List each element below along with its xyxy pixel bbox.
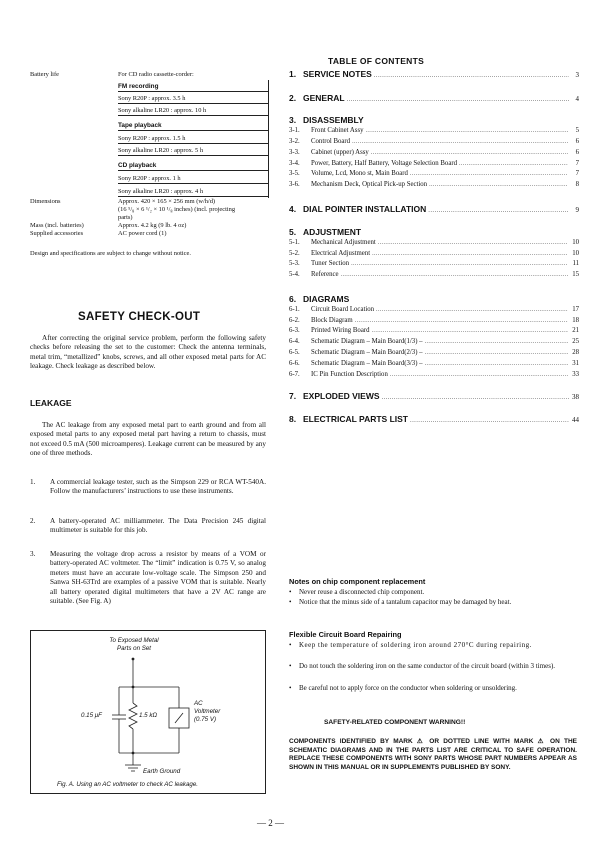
dimensions-parts: parts) xyxy=(118,214,133,221)
figure-a xyxy=(30,630,266,794)
spec-row: Sony alkaline LR20 : approx. 5 h xyxy=(118,147,268,156)
toc-item[interactable]: 5-2. Electrical Adjustment ..... 10 xyxy=(289,250,579,258)
spec-row: Sony alkaline LR20 : approx. 10 h xyxy=(118,107,268,116)
spec-row: Sony R20P : approx. 1.5 h xyxy=(118,135,268,144)
toc-item[interactable]: 3-3. Cabinet (upper) Assy ..... 6 xyxy=(289,149,579,157)
design-note: Design and specifications are subject to change without notice. xyxy=(30,250,191,257)
list-item: Never reuse a disconnected chip component. xyxy=(299,588,425,596)
bullet-icon: • xyxy=(289,598,292,606)
battery-life-intro: For CD radio cassette-corder: xyxy=(118,71,194,78)
page-number: — 2 — xyxy=(257,818,284,828)
tape-playback-heading: Tape playback xyxy=(118,122,268,131)
voltmeter-label: AC xyxy=(194,700,203,707)
toc-item[interactable]: 3-2. Control Board ..... 6 xyxy=(289,138,579,146)
earth-ground-label: Earth Ground xyxy=(143,768,181,775)
toc-item[interactable]: 6-4. Schematic Diagram – Main Board(1/3) – ..... 25 xyxy=(289,338,579,346)
list-item: Do not touch the soldering iron on the same conductor of the circuit board (within 3 times). xyxy=(299,662,556,670)
bullet-icon: • xyxy=(289,641,292,649)
spec-row: Sony alkaline LR20 : approx. 4 h xyxy=(118,188,268,197)
fm-recording-heading: FM recording xyxy=(118,83,268,92)
bullet-icon: • xyxy=(289,684,292,692)
toc-section-parts-list[interactable]: 8. ELECTRICAL PARTS LIST ..... 44 xyxy=(289,414,579,426)
meter-needle-icon xyxy=(175,713,183,723)
toc-item[interactable]: 3-6. Mechanism Deck, Optical Pick-up Section ..... 8 xyxy=(289,181,579,189)
leakage-title: LEAKAGE xyxy=(30,398,72,408)
toc-item[interactable]: 5-4. Reference ..... 15 xyxy=(289,271,579,279)
bullet-icon: • xyxy=(289,588,292,596)
toc-item[interactable]: 6-2. Block Diagram ..... 18 xyxy=(289,317,579,325)
figure-label: To Exposed Metal xyxy=(109,637,159,644)
toc-item[interactable]: 5-1. Mechanical Adjustment ..... 10 xyxy=(289,239,579,247)
toc-item[interactable]: 6-1. Circuit Board Location ..... 17 xyxy=(289,306,579,314)
safety-intro: After correcting the original service problem, perform the following safety checks before releasing the set to the customer: Check the antenna terminals, metal trim, “metallized” knobs, screws, and all other exposed metal parts for AC leakage. Check leakage as described below. xyxy=(30,334,266,371)
dimensions-value: Approx. 420 × 165 × 256 mm (w/h/d) xyxy=(118,198,216,205)
resistor-label: 1.5 kΩ xyxy=(139,712,158,719)
battery-life-label: Battery life xyxy=(30,71,59,78)
toc-section-adjustment[interactable]: 5. ADJUSTMENT xyxy=(289,227,362,237)
list-item: Be careful not to apply force on the conductor when soldering or unsoldering. xyxy=(299,684,517,692)
list-number: 3. xyxy=(30,550,36,558)
voltmeter-label: Voltmeter xyxy=(194,708,221,715)
toc-title: TABLE OF CONTENTS xyxy=(328,56,425,66)
capacitor-label: 0.15 μF xyxy=(81,712,102,719)
accessories-label: Supplied accessories xyxy=(30,230,84,237)
spec-row: Sony R20P : approx. 3.5 h xyxy=(118,95,268,104)
mass-value: Approx. 4.2 kg (9 lb. 4 oz) xyxy=(118,222,187,229)
list-number: 2. xyxy=(30,517,36,525)
voltmeter-label: (0.75 V) xyxy=(194,716,217,723)
toc-item[interactable]: 6-6. Schematic Diagram – Main Board(3/3) – ..... 31 xyxy=(289,360,579,368)
accessories-value: AC power cord (1) xyxy=(118,230,167,237)
toc-section-general[interactable]: 2. GENERAL ..... 4 xyxy=(289,93,579,105)
toc-section-disassembly[interactable]: 3. DISASSEMBLY xyxy=(289,115,364,125)
toc-item[interactable]: 5-3. Tuner Section ..... 11 xyxy=(289,260,579,268)
toc-section-exploded-views[interactable]: 7. EXPLODED VIEWS ..... 38 xyxy=(289,391,579,403)
flex-notes-title: Flexible Circuit Board Repairing xyxy=(289,630,402,639)
dimensions-label: Dimensions xyxy=(30,198,61,205)
safety-title: SAFETY CHECK-OUT xyxy=(78,311,201,323)
toc-item[interactable]: 3-5. Volume, Lcd, Mono st, Main Board ..... 7 xyxy=(289,170,579,178)
cd-playback-heading: CD playback xyxy=(118,162,268,171)
figure-caption: Fig. A. Using an AC voltmeter to check AC leakage. xyxy=(57,781,198,788)
list-item: Keep the temperature of soldering iron around 270°C during repairing. xyxy=(299,641,532,649)
toc-item[interactable]: 6-3. Printed Wiring Board ..... 21 xyxy=(289,327,579,335)
list-item: Measuring the voltage drop across a resistor by means of a VOM or battery-operated AC voltmeter. The “limit” indication is 0.75 V, so analog meters must have an accurate low-voltage scale. The Simpson 250 and Sanwa SH-63Trd are examples of a passive VOM that is suitable. Nearly all battery operated digital multimeters that have a 2V AC range are suitable. (See Fig. A) xyxy=(50,550,266,606)
chip-notes-title: Notes on chip component replacement xyxy=(289,577,426,586)
toc-section-diagrams[interactable]: 6. DIAGRAMS xyxy=(289,294,350,304)
list-item: A battery-operated AC milliammeter. The Data Precision 245 digital multimeter is suitable for this job. xyxy=(50,517,266,535)
spec-row: Sony R20P : approx. 1 h xyxy=(118,175,268,184)
toc-section-dial-pointer[interactable]: 4. DIAL POINTER INSTALLATION ..... 9 xyxy=(289,204,579,216)
list-item: A commercial leakage tester, such as the Simpson 229 or RCA WT-540A. Follow the manufacturers’ instructions to use these instruments. xyxy=(50,478,266,496)
bullet-icon: • xyxy=(289,662,292,670)
toc-item[interactable]: 6-5. Schematic Diagram – Main Board(2/3) – ..... 28 xyxy=(289,349,579,357)
table-divider xyxy=(268,80,269,198)
list-item: Notice that the minus side of a tantalum capacitor may be damaged by heat. xyxy=(299,598,512,606)
mass-label: Mass (incl. batteries) xyxy=(30,222,84,229)
leakage-intro: The AC leakage from any exposed metal part to earth ground and from all exposed metal parts to any exposed metal part having a return to chassis, must not exceed 0.5 mA (500 microamperes). Leakage current can be measured by any one of three methods. xyxy=(30,421,266,458)
toc-section-service-notes[interactable]: 1. SERVICE NOTES ..... 3 xyxy=(289,69,579,81)
dimensions-inch: (16 ⁵/₈ × 6 ¹/₂ × 10 ¹/₈ inches) (incl. projecting xyxy=(118,206,236,213)
figure-label: Parts on Set xyxy=(116,645,152,652)
safety-warning-title: SAFETY-RELATED COMPONENT WARNING!! xyxy=(324,719,466,726)
toc-item[interactable]: 3-1. Front Cabinet Assy ..... 5 xyxy=(289,127,579,135)
safety-warning-body: COMPONENTS IDENTIFIED BY MARK ⚠ OR DOTTED LINE WITH MARK ⚠ ON THE SCHEMATIC DIAGRAMS AND IN THE PARTS LIST ARE CRITICAL TO SAFE OPERATION. REPLACE THESE COMPONENTS WITH SONY PARTS WHOSE PART NUMBERS APPEAR AS SHOWN IN THIS MANUAL OR IN SUPPLEMENTS PUBLISHED BY SONY. xyxy=(289,738,577,771)
toc-item[interactable]: 3-4. Power, Battery, Half Battery, Voltage Selection Board ..... 7 xyxy=(289,160,579,168)
toc-item[interactable]: 6-7. IC Pin Function Description ..... 33 xyxy=(289,371,579,379)
list-number: 1. xyxy=(30,478,36,486)
